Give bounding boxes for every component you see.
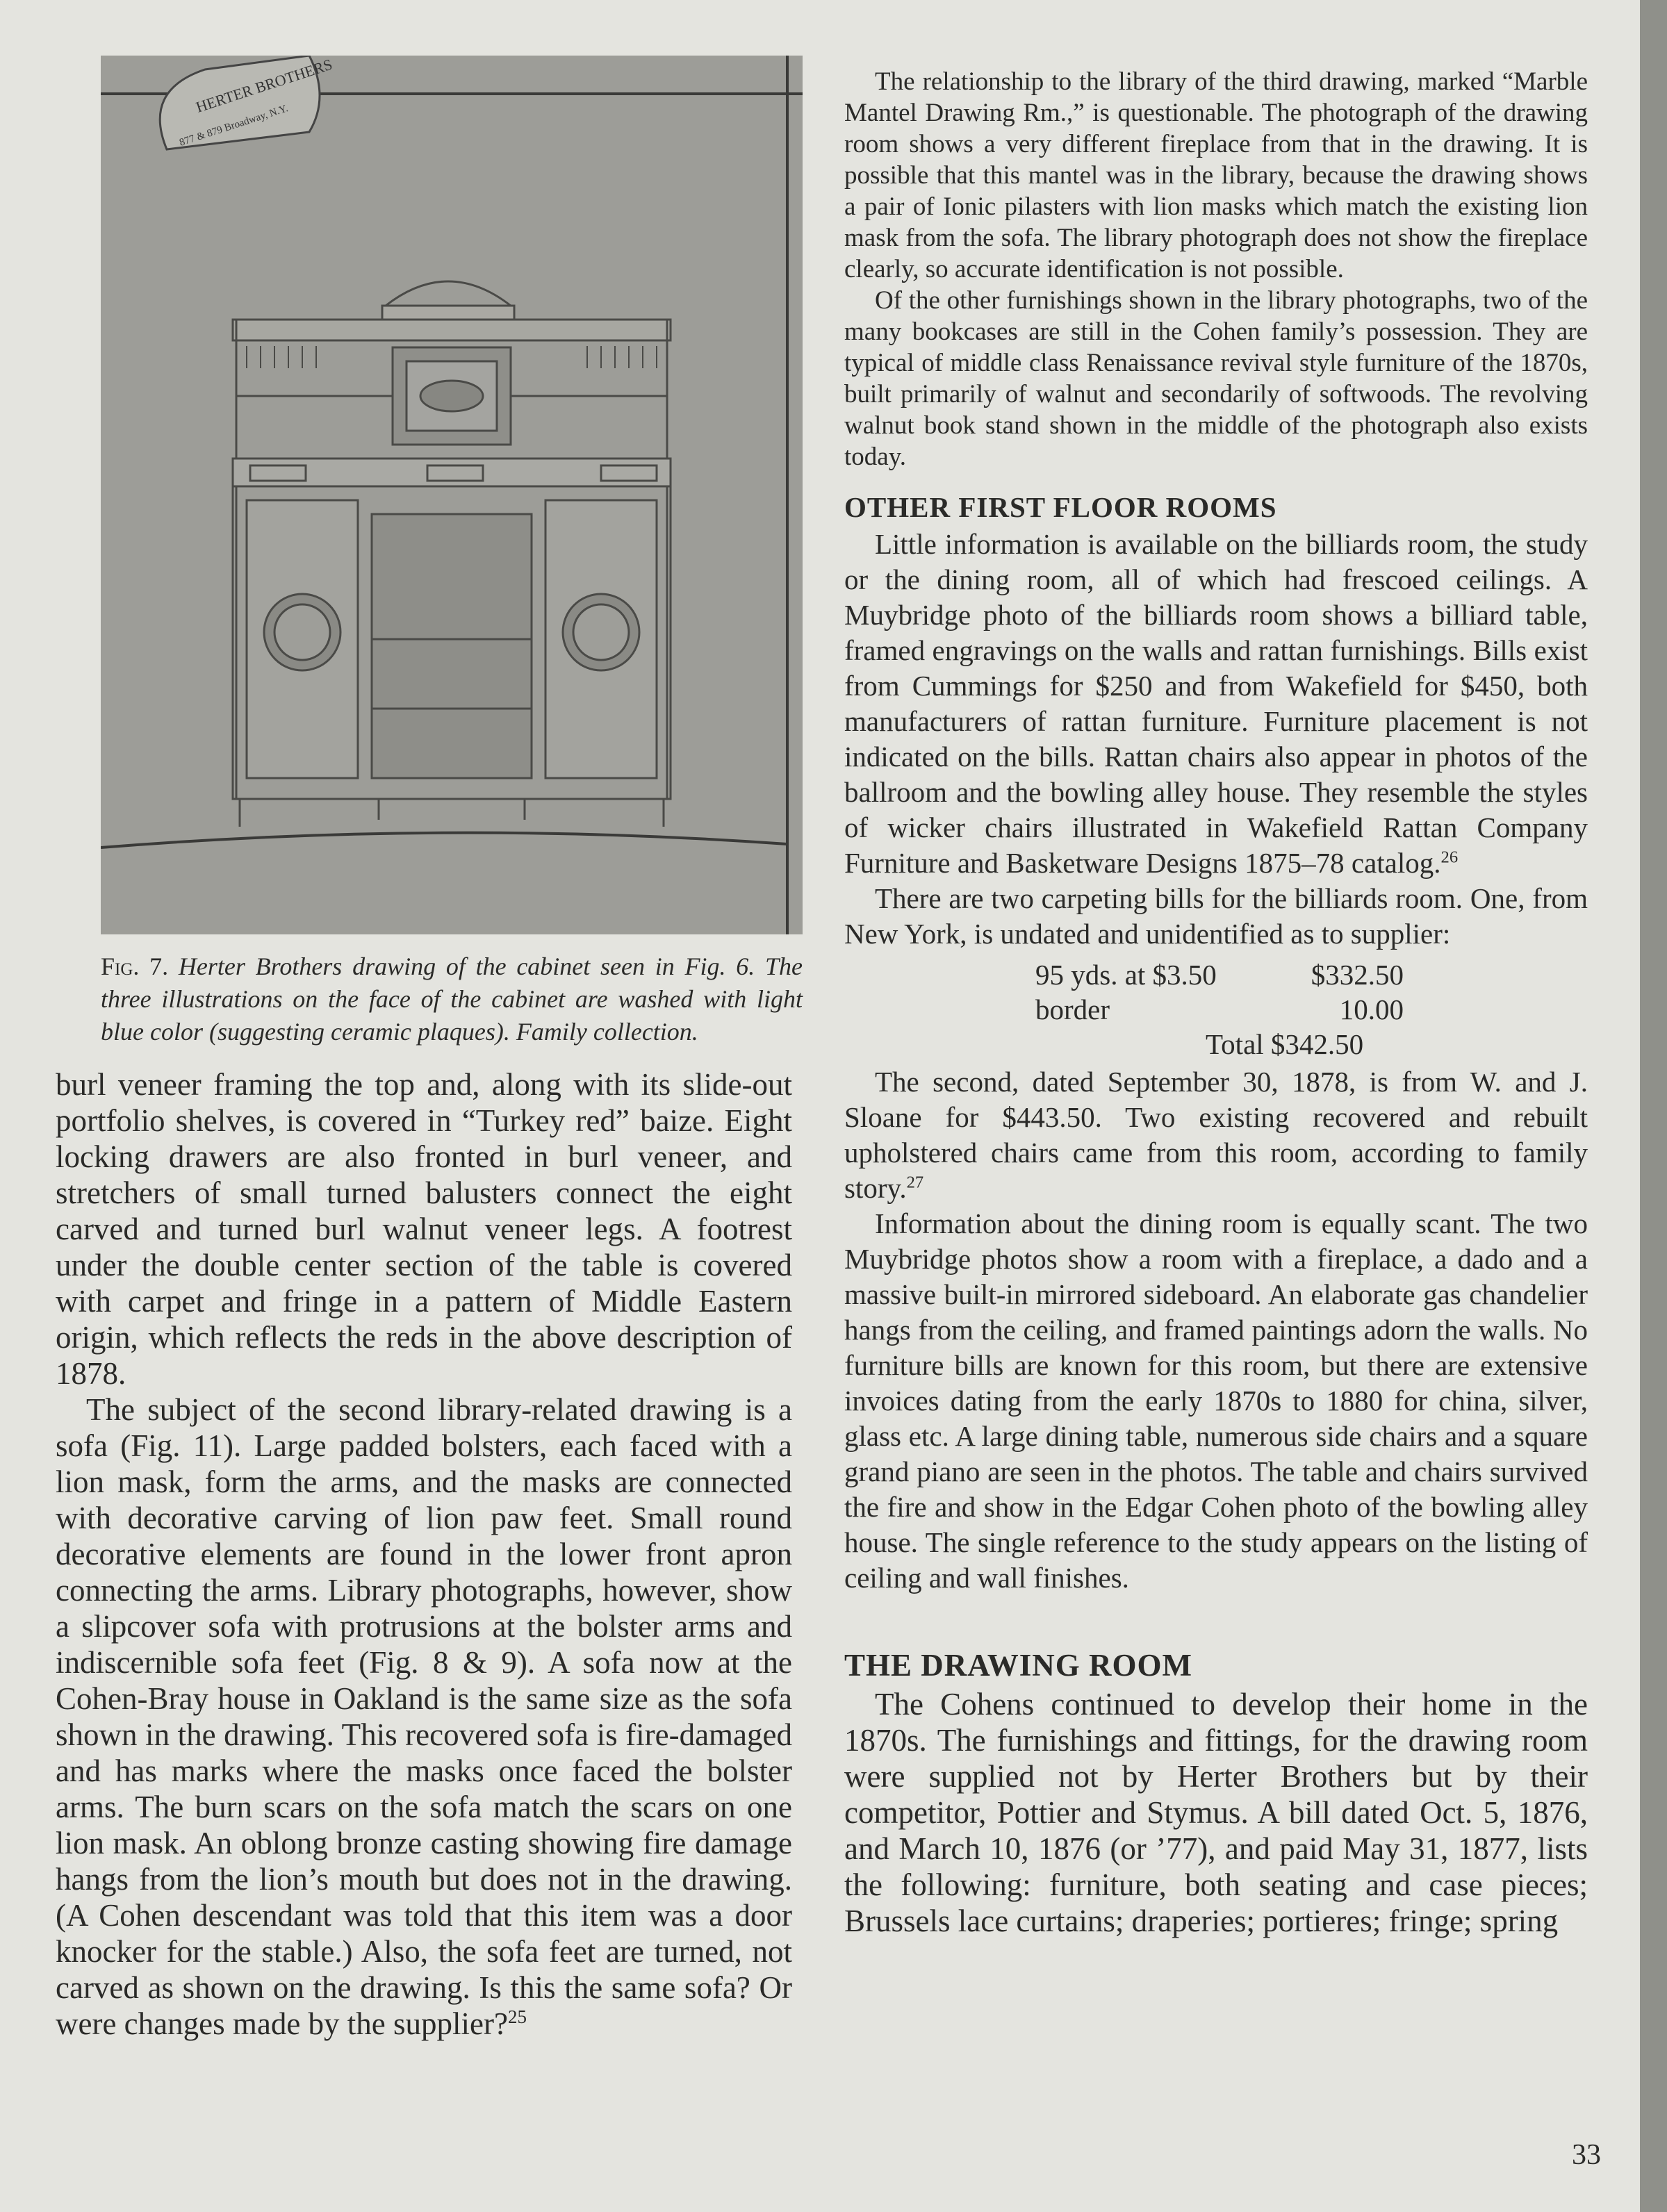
right-paragraph-2: Of the other furnishings shown in the library photographs, two of the many bookcases are still in the Cohen family’s possession. They are typical of middle class Renaissance revival style furniture of the 1870s, built primarily of walnut and secondarily of softwoods. The revolving walnut book stand shown in the middle of the photograph also exists today.: [844, 286, 1588, 471]
right-paragraph-5: [844, 1064, 1588, 1206]
footnote-ref: 27: [906, 1173, 924, 1192]
bill-amount: $332.50: [1311, 959, 1404, 991]
cabinet-drawing-image: [101, 56, 803, 934]
carpet-bill: [844, 957, 1588, 1062]
left-paragraph-2: [56, 1392, 792, 2042]
caption-text: Herter Brothers drawing of the cabinet seen in Fig. 6. The three illustrations on the face of the cabinet are washed with light blue color (suggesting ceramic plaques). Family collection.: [101, 952, 803, 1046]
bill-amount: 10.00: [1339, 993, 1404, 1025]
right-paragraph-5-text: The second, dated September 30, 1878, is from W. and J. Sloane for $443.50. Two existing recovered and rebuilt upholstered chairs came from this room, according to family story.: [844, 1066, 1588, 1204]
bill-total: Total $342.50: [1206, 1028, 1364, 1060]
footnote-ref: 25: [507, 2006, 527, 2027]
right-paragraph-4: There are two carpeting bills for the billiards room. One, from New York, is undated and unidentified as to supplier:: [844, 882, 1588, 950]
stamp-line1: HERTER BROTHERS: [193, 56, 335, 116]
page-edge: [1640, 0, 1667, 2212]
section-heading-drawing-room: THE DRAWING ROOM: [844, 1648, 1193, 1683]
cabinet-drawing-figure: [101, 56, 803, 934]
footnote-ref: 26: [1440, 848, 1459, 867]
section-heading-other-rooms: OTHER FIRST FLOOR ROOMS: [844, 491, 1277, 523]
left-column: [56, 1066, 792, 2042]
bill-item: border: [1035, 993, 1110, 1025]
bill-row: [844, 957, 1588, 992]
right-paragraph-1: The relationship to the library of the third drawing, marked “Marble Mantel Drawing Rm.,” is questionable. The photograph of the drawing room shows a very different fireplace from that in the drawing. It is possible that this mantel was in the library, because the drawing shows a pair of Ionic pilasters with lion masks which match the existing lion mask from the sofa. The library photograph does not show the fireplace clearly, so accurate identification is not possible.: [844, 67, 1588, 283]
right-paragraph-7: The Cohens continued to develop their home in the 1870s. The furnishings and fittings, for the drawing room were supplied not by Herter Brothers but by their competitor, Pottier and Stymus. A bill dated Oct. 5, 1876, and March 10, 1876 (or ’77), and paid May 31, 1877, lists the following: furniture, both seating and case pieces; Brussels lace curtains; draperies; portieres; fringe; spring: [844, 1687, 1588, 1938]
page-number: 33: [1572, 2139, 1601, 2171]
figure-caption: [101, 950, 803, 1048]
right-column: [844, 66, 1588, 1939]
left-paragraph-1: burl veneer framing the top and, along with its slide-out portfolio shelves, is covered in “Turkey red” baize. Eight locking drawers are also fronted in burl veneer, and stretchers of small turned balusters connect the eight carved and turned burl walnut veneer legs. A footrest under the double center section of the table is covered with carpet and fringe in a pattern of Middle Eastern origin, which reflects the reds in the above description of 1878.: [56, 1067, 792, 1391]
bill-item: 95 yds. at $3.50: [1035, 959, 1217, 991]
left-paragraph-2-text: The subject of the second library-related drawing is a sofa (Fig. 11). Large padded bolsters, each faced with a lion mask, form the arms, and the masks are connected with decorative carving of lion paw feet. Small round decorative elements are found in the lower front apron connecting the arms. Library photographs, however, show a slipcover sofa with protrusions at the bolster arms and indiscernible sofa feet (Fig. 8 & 9). A sofa now at the Cohen-Bray house in Oakland is the same size as the sofa shown in the drawing. This recovered sofa is fire-damaged and has marks where the masks once faced the bolster arms. The burn scars on the sofa match the scars on one lion mask. An oblong bronze casting showing fire damage hangs from the lion’s mouth but does not in the drawing. (A Cohen descendant was told that this item was a door knocker for the stable.) Also, the sofa feet are turned, not carved as shown on the drawing. Is this the same sofa? Or were changes made by the supplier?: [56, 1392, 792, 2041]
stamp-line2: 877 & 879 Broadway, N.Y.: [178, 103, 290, 149]
right-paragraph-6: Information about the dining room is equally scant. The two Muybridge photos show a room with a fireplace, a dado and a massive built-in mirrored sideboard. An elaborate gas chandelier hangs from the ceiling, and framed paintings adorn the walls. No furniture bills are known for this room, but there are extensive invoices dating from the early 1870s to 1880 for china, silver, glass etc. A large dining table, numerous side chairs and a square grand piano are seen in the photos. The table and chairs survived the fire and show in the Edgar Cohen photo of the bowling alley house. The single reference to the study appears on the listing of ceiling and wall finishes.: [844, 1207, 1588, 1594]
right-paragraph-3: [844, 527, 1588, 881]
bill-row: [844, 992, 1588, 1027]
right-paragraph-3-text: Little information is available on the billiards room, the study or the dining room, all of which had frescoed ceilings. A Muybridge photo of the billiards room shows a billiard table, framed engravings on the walls and rattan furnishings. Bills exist from Cummings for $250 and from Wakefield for $450, both manufacturers of rattan furniture. Furniture placement is not indicated on the bills. Rattan chairs also appear in photos of the ballroom and the bowling alley house. They resemble the styles of wicker chairs illustrated in Wakefield Rattan Company Furniture and Basketware Designs 1875–78 catalog.: [844, 528, 1588, 879]
caption-lead: Fig. 7.: [101, 952, 169, 980]
